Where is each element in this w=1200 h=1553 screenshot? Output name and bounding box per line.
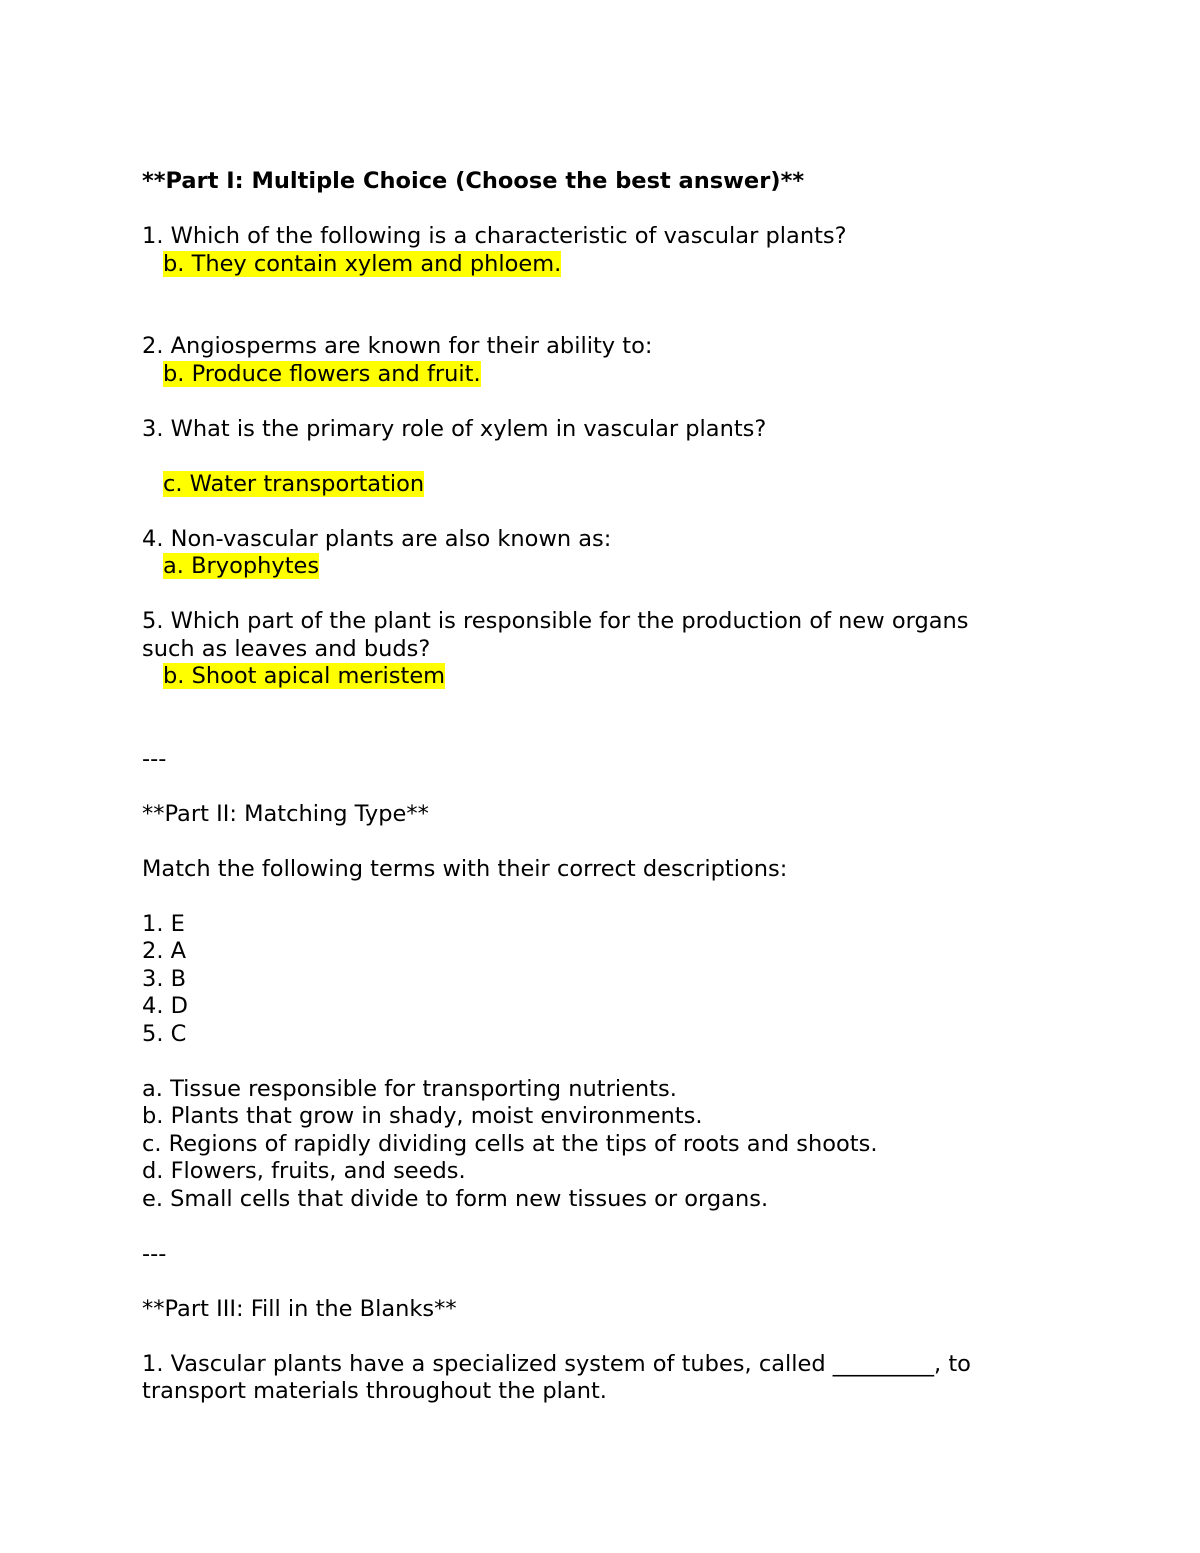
question-5-line1: 5. Which part of the plant is responsible for the production of new organs (142, 608, 969, 634)
fill-blank-1-line1: 1. Vascular plants have a specialized system of tubes, called _________, to (142, 1350, 971, 1377)
answer-4: a. Bryophytes (163, 553, 320, 579)
matching-answer: 3. B (142, 965, 187, 992)
matching-answer: 4. D (142, 993, 188, 1019)
answer-3: c. Water transportation (163, 470, 425, 497)
matching-answer: 2. A (142, 938, 187, 964)
question-1: 1. Which of the following is a characteristic of vascular plants? (142, 223, 847, 249)
matching-answer: 1. E (142, 910, 185, 937)
matching-description: e. Small cells that divide to form new tissues or organs. (142, 1185, 769, 1212)
answer-1: b. They contain xylem and phloem. (163, 250, 562, 277)
matching-description: d. Flowers, fruits, and seeds. (142, 1158, 466, 1184)
separator: --- (142, 1240, 167, 1267)
fill-blank-1-line2: transport materials throughout the plant. (142, 1378, 607, 1404)
question-4: 4. Non-vascular plants are also known as: (142, 525, 612, 552)
part2-instruction: Match the following terms with their correct descriptions: (142, 855, 788, 882)
matching-description: b. Plants that grow in shady, moist environments. (142, 1103, 703, 1129)
question-3: 3. What is the primary role of xylem in vascular plants? (142, 415, 767, 442)
matching-answer: 5. C (142, 1020, 187, 1047)
part2-heading: **Part II: Matching Type** (142, 800, 429, 827)
answer-5: b. Shoot apical meristem (163, 663, 446, 689)
answer-2: b. Produce flowers and fruit. (163, 360, 481, 387)
document-page (142, 168, 1042, 1406)
part3-heading: **Part III: Fill in the Blanks** (142, 1295, 457, 1322)
separator: --- (142, 745, 167, 772)
part1-heading: **Part I: Multiple Choice (Choose the best answer)** (142, 168, 805, 194)
matching-description: c. Regions of rapidly dividing cells at the tips of roots and shoots. (142, 1130, 878, 1157)
question-5-line2: such as leaves and buds? (142, 635, 431, 662)
matching-description: a. Tissue responsible for transporting nutrients. (142, 1075, 677, 1102)
question-2: 2. Angiosperms are known for their ability to: (142, 333, 653, 359)
